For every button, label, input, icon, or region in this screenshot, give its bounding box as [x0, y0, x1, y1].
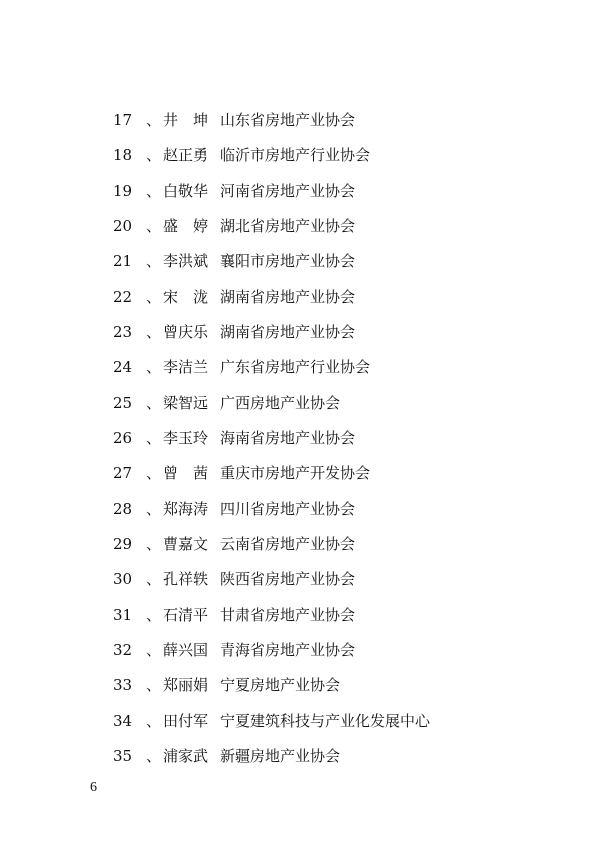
- entry-name: 浦家武: [163, 747, 209, 766]
- list-item: [113, 386, 553, 421]
- entry-organization: 重庆市房地产开发协会: [220, 464, 371, 483]
- entry-organization: 广西房地产业协会: [220, 393, 341, 412]
- entry-name: 李洁兰: [163, 358, 209, 377]
- entry-name: 井 坤: [163, 111, 209, 130]
- entry-name: 孔祥轶: [163, 570, 209, 589]
- entry-name: 梁智远: [163, 393, 209, 412]
- entry-name: 赵正勇: [163, 146, 209, 165]
- entry-number: 30: [113, 570, 133, 589]
- entry-organization: 云南省房地产业协会: [220, 535, 356, 554]
- entry-number: 17: [113, 111, 133, 130]
- entry-organization: 海南省房地产业协会: [220, 429, 356, 448]
- entry-name: 田付军: [163, 711, 209, 730]
- entry-separator: 、: [146, 570, 162, 589]
- list-item: [113, 739, 553, 774]
- entry-name: 宋 泷: [163, 287, 209, 306]
- entry-organization: 湖北省房地产业协会: [220, 217, 356, 236]
- entry-organization: 青海省房地产业协会: [220, 641, 356, 660]
- entry-name: 白敬华: [163, 181, 209, 200]
- entry-name: 盛 婷: [163, 217, 209, 236]
- entry-organization: 湖南省房地产业协会: [220, 323, 356, 342]
- list-item: [113, 668, 553, 703]
- entry-organization: 河南省房地产业协会: [220, 181, 356, 200]
- entry-number: 20: [113, 217, 133, 236]
- list-item: [113, 492, 553, 527]
- entry-name: 曾庆乐: [163, 323, 209, 342]
- entry-organization: 湖南省房地产业协会: [220, 287, 356, 306]
- entry-organization: 新疆房地产业协会: [220, 747, 341, 766]
- entry-organization: 四川省房地产业协会: [220, 499, 356, 518]
- entry-number: 32: [113, 641, 133, 660]
- page-number: 6: [90, 780, 97, 795]
- entry-separator: 、: [146, 287, 162, 306]
- list-item: [113, 421, 553, 456]
- entry-number: 31: [113, 605, 133, 624]
- entry-separator: 、: [146, 747, 162, 766]
- entry-organization: 陕西省房地产业协会: [220, 570, 356, 589]
- entry-separator: 、: [146, 464, 162, 483]
- entry-number: 18: [113, 146, 133, 165]
- entry-separator: 、: [146, 111, 162, 130]
- list-item: [113, 315, 553, 350]
- entry-organization: 宁夏建筑科技与产业化发展中心: [220, 711, 431, 730]
- entry-separator: 、: [146, 711, 162, 730]
- list-item: [113, 209, 553, 244]
- list-item: [113, 174, 553, 209]
- list-item: [113, 244, 553, 279]
- list-item: [113, 598, 553, 633]
- entry-separator: 、: [146, 676, 162, 695]
- entry-separator: 、: [146, 252, 162, 271]
- entry-number: 27: [113, 464, 133, 483]
- entry-name: 薛兴国: [163, 641, 209, 660]
- list-item: [113, 527, 553, 562]
- entry-number: 33: [113, 676, 133, 695]
- entry-organization: 山东省房地产业协会: [220, 111, 356, 130]
- entry-number: 35: [113, 747, 133, 766]
- entry-separator: 、: [146, 499, 162, 518]
- entry-separator: 、: [146, 358, 162, 377]
- entry-name: 郑丽娟: [163, 676, 209, 695]
- entry-number: 29: [113, 535, 133, 554]
- entry-organization: 甘肃省房地产业协会: [220, 605, 356, 624]
- entry-organization: 襄阳市房地产业协会: [220, 252, 356, 271]
- entry-separator: 、: [146, 605, 162, 624]
- entry-organization: 广东省房地产行业协会: [220, 358, 371, 377]
- entry-number: 23: [113, 323, 133, 342]
- entry-separator: 、: [146, 146, 162, 165]
- entry-number: 34: [113, 711, 133, 730]
- entry-number: 26: [113, 429, 133, 448]
- list-item: [113, 456, 553, 491]
- entry-name: 李玉玲: [163, 429, 209, 448]
- entry-number: 21: [113, 252, 133, 271]
- entry-organization: 宁夏房地产业协会: [220, 676, 341, 695]
- entry-separator: 、: [146, 323, 162, 342]
- entry-name: 李洪斌: [163, 252, 209, 271]
- entry-separator: 、: [146, 641, 162, 660]
- entry-number: 19: [113, 181, 133, 200]
- entry-name: 曹嘉文: [163, 535, 209, 554]
- member-list: [113, 103, 553, 774]
- list-item: [113, 350, 553, 385]
- entry-number: 24: [113, 358, 133, 377]
- entry-number: 22: [113, 287, 133, 306]
- entry-separator: 、: [146, 429, 162, 448]
- entry-separator: 、: [146, 217, 162, 236]
- entry-name: 石清平: [163, 605, 209, 624]
- entry-separator: 、: [146, 181, 162, 200]
- list-item: [113, 280, 553, 315]
- list-item: [113, 103, 553, 138]
- entry-separator: 、: [146, 535, 162, 554]
- entry-separator: 、: [146, 393, 162, 412]
- entry-number: 25: [113, 393, 133, 412]
- entry-number: 28: [113, 499, 133, 518]
- entry-name: 曾 茜: [163, 464, 209, 483]
- list-item: [113, 138, 553, 173]
- list-item: [113, 562, 553, 597]
- entry-name: 郑海涛: [163, 499, 209, 518]
- entry-organization: 临沂市房地产行业协会: [220, 146, 371, 165]
- list-item: [113, 704, 553, 739]
- list-item: [113, 633, 553, 668]
